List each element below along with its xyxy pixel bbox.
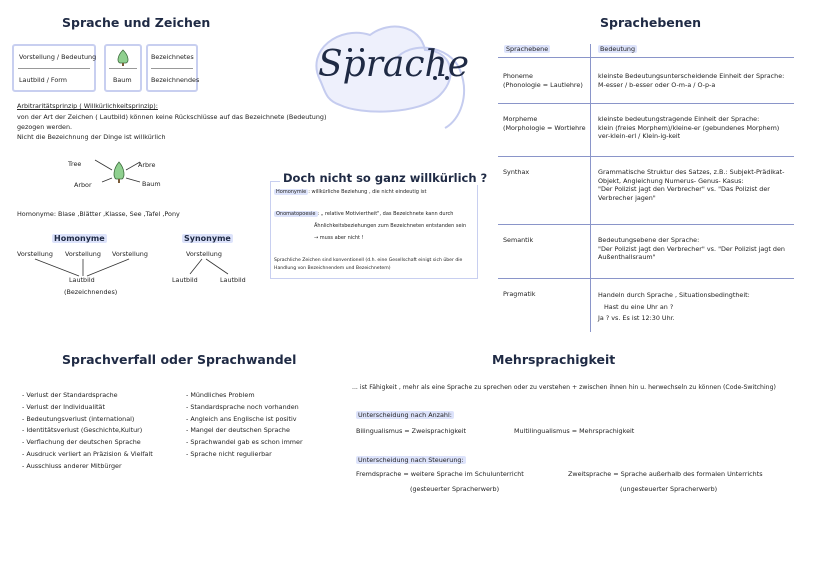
heading-verfall: Sprachverfall oder Sprachwandel	[62, 352, 297, 367]
table-hline-2	[498, 156, 794, 157]
arb-line-1: von der Art der Zeichen ( Lautbild) können keine Rückschlüsse auf das Bezeichnete (Bedeutung)	[17, 113, 327, 121]
mehr-multi: Multilingualismus = Mehrsprachigkeit	[514, 427, 635, 435]
tree-icon	[114, 49, 132, 67]
verfall-left-list	[22, 390, 153, 473]
mehr-fremd-1: Fremdsprache = weitere Sprache im Schulunterricht	[356, 470, 524, 478]
mehr-intro: ... ist Fähigkeit , mehr als eine Sprache zu sprechen oder zu verstehen + zwischen ihnen hin u. herwechseln zu können (Code-Switching)	[352, 384, 776, 391]
homonyme-bezeichnendes: (Bezeichnendes)	[64, 288, 118, 296]
mehr-fremd-2: (gesteuerter Spracherwerb)	[410, 485, 500, 493]
list-item: - Angleich ans Englische ist positiv	[186, 414, 297, 423]
word-arbre: Arbre	[138, 161, 156, 169]
mehr-anzahl: Unterscheidung nach Anzahl:	[358, 411, 452, 419]
table-hline-4	[498, 278, 794, 279]
mehr-steuerung: Unterscheidung nach Steuerung:	[358, 456, 464, 464]
synonyme-lautbild-1: Lautbild	[172, 276, 198, 284]
homonyme-arrows	[17, 258, 157, 278]
heading-willkuer: Doch nicht so ganz willkürlich ?	[280, 171, 490, 185]
arb-line-3: Nicht die Bezeichnung der Dinge ist willkürlich	[17, 133, 166, 141]
table-hline-0	[498, 57, 794, 58]
synonyme-lautbild-2: Lautbild	[220, 276, 246, 284]
row-morpheme-bed: kleinste bedeutungstragende Einheit der Sprache: klein (freies Morphem)/kleine-er (gebundenes Morphem) ver-klein-erl / Klein-ig-keit	[598, 115, 780, 141]
list-item: - Verflachung der deutschen Sprache	[22, 438, 141, 447]
homonyme-lautbild: Lautbild	[69, 276, 95, 284]
table-hline-1	[498, 103, 794, 104]
arb-title: Arbitraritätsprinzip ( Willkürlichkeitsprinzip):	[17, 102, 158, 110]
mehr-zweit-2: (ungesteuerter Spracherwerb)	[620, 485, 718, 493]
page-title: Sprache	[318, 44, 470, 85]
willkuer-foot-1: Handlung von Bezeichnendem und Bezeichnetem)	[274, 266, 391, 271]
word-arbor: Arbor	[74, 181, 92, 189]
list-item: - Ausdruck verliert an Präzision & Vielfalt	[22, 449, 153, 458]
row-phoneme-bed: kleinste Bedeutungsunterscheidende Einheit der Sprache: M-esser / b-esser oder O-m-a / O-p-a	[598, 72, 785, 89]
verfall-right-list	[186, 390, 303, 461]
row-pragmatik-ebene: Pragmatik	[503, 290, 536, 298]
heading-mehrsprachigkeit: Mehrsprachigkeit	[492, 352, 616, 367]
sign-box-baum: Baum	[104, 44, 142, 92]
list-item: - Verlust der Individualität	[22, 402, 105, 411]
row-semantik-ebene: Semantik	[503, 236, 534, 244]
row-semantik-bed: Bedeutungsebene der Sprache: "Der Polizist jagt den Verbrecher" vs. "Der Polizist jagt den Außenthallsraum"	[598, 236, 785, 262]
row-synthax-ebene: Synthax	[503, 168, 530, 176]
list-item: - Identitätsverlust (Geschichte,Kultur)	[22, 426, 143, 435]
synonyme-title: Synonyme	[184, 234, 231, 243]
willkuer-line-0: Homonymie : willkürliche Beziehung , die nicht eindeutig ist	[276, 189, 427, 195]
list-item: - Ausschluss anderer Mitbürger	[22, 461, 122, 470]
list-item: - Sprachwandel gab es schon immer	[186, 438, 303, 447]
list-item: - Bedeutungsverlust (international)	[22, 414, 135, 423]
homonyme-v1: Vorstellung	[17, 250, 53, 258]
synonyme-arrows	[176, 258, 246, 276]
table-vline	[590, 44, 591, 332]
mehr-bi: Bilingualismus = Zweisprachigkeit	[356, 427, 467, 435]
homonyme-v3: Vorstellung	[112, 250, 148, 258]
sign-box-bezeichnetes: Bezeichnetes Bezeichnendes	[146, 44, 198, 92]
row-synthax-bed: Grammatische Struktur des Satzes, z.B.: Subjekt-Prädikat- Objekt, Angleichung Numerus- Genus- Kasus: "Der Polizist jagt den Verbrecher" vs. "Das Polizist der Verbrecher jagen"	[598, 168, 785, 202]
willkuer-line-1: Onomatopoesie : „ relative Motiviertheit", das Bezeichnete kann durch	[276, 211, 454, 217]
word-baum: Baum	[142, 180, 161, 188]
willkuer-line-3: → muss aber nicht !	[314, 235, 364, 241]
willkuer-box	[270, 181, 478, 279]
synonyme-vorstellung: Vorstellung	[186, 250, 222, 258]
list-item: - Mündliches Problem	[186, 391, 255, 399]
row-phoneme-ebene: Phoneme (Phonologie = Lautlehre)	[503, 72, 583, 89]
row-morpheme-ebene: Morpheme (Morphologie = Wortlehre	[503, 115, 586, 132]
heading-sprachebenen: Sprachebenen	[600, 15, 702, 30]
willkuer-line-2: Ähnlichkeitsbeziehungen zum Bezeichneten entstanden sein	[314, 223, 467, 229]
homonyme-v2: Vorstellung	[65, 250, 101, 258]
mehr-zweit-1: Zweitsprache = Sprache außerhalb des formalen Unterrichts	[568, 470, 763, 478]
row-pragmatik-bed: Handeln durch Sprache , Situationsbedingtheit: Hast du eine Uhr an ? Ja ? vs. Es ist 12:30 Uhr.	[598, 291, 750, 322]
col-sprachebene: Sprachebene	[506, 45, 549, 53]
table-hline-3	[498, 224, 794, 225]
list-item: - Standardsprache noch vorhanden	[186, 402, 299, 411]
list-item: - Mangel der deutschen Sprache	[186, 426, 290, 435]
sign-box-vorstellung: Vorstellung / Bedeutung Lautbild / Form	[12, 44, 96, 92]
list-item: - Sprache nicht regulierbar	[186, 449, 272, 458]
word-tree: Tree	[68, 160, 82, 168]
list-item: - Verlust der Standardsprache	[22, 391, 118, 399]
homonyme-title: Homonyme	[54, 234, 105, 243]
arb-line-2: gezogen werden.	[17, 123, 73, 131]
heading-sprache-zeichen: Sprache und Zeichen	[62, 15, 211, 30]
col-bedeutung: Bedeutung	[600, 45, 636, 53]
homonym-examples: Homonyme: Blase ,Blätter ,Klasse, See ,Tafel ,Pony	[17, 210, 180, 218]
willkuer-foot-0: Sprachliche Zeichen sind konventionell (d.h. eine Gesellschaft einigt sich über die	[274, 258, 463, 263]
